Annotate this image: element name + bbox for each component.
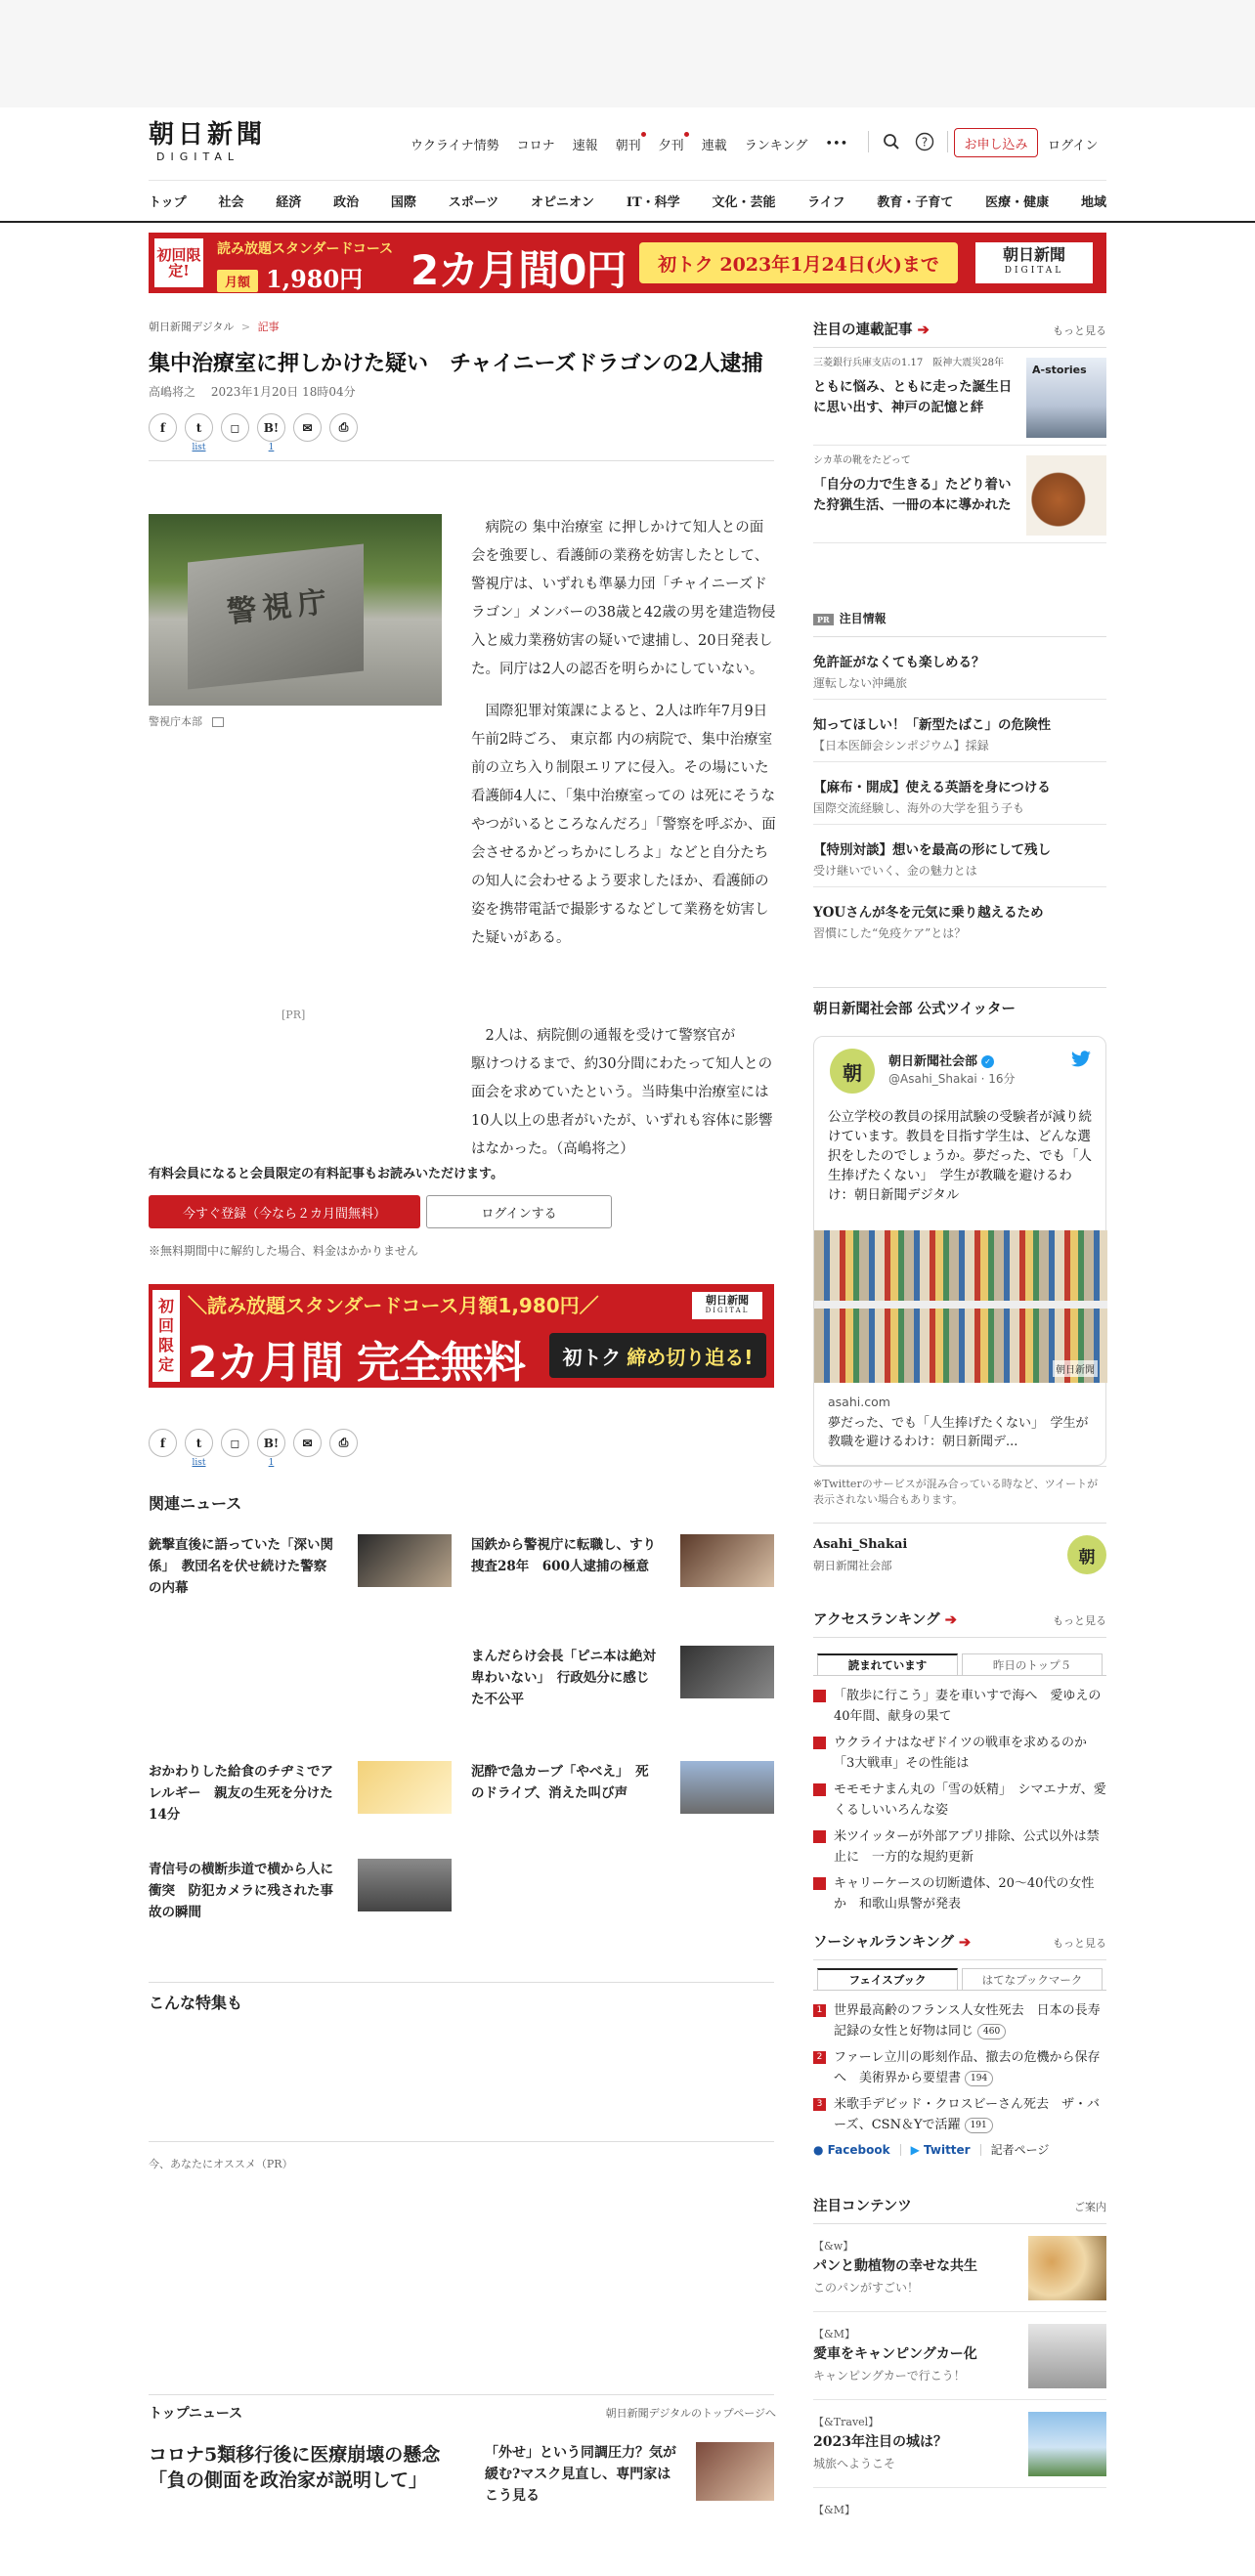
ranking-item[interactable] <box>813 2000 1106 2041</box>
tweet-author-name: 朝日新聞社会部 <box>888 1054 978 1069</box>
series-headline: ともに悩み、ともに走った誕生日に思い出す、神戸の記憶と絆 <box>813 379 1013 415</box>
series-more-link[interactable]: もっと見る <box>1053 324 1106 337</box>
twitter-note: ※Twitterのサービスが混み合っている時など、ツイートが表示されない場合もあります。 <box>813 1466 1106 1508</box>
site-logo[interactable] <box>149 121 276 170</box>
sidebar <box>813 319 1106 2516</box>
top-nav-item[interactable]: コロナ <box>516 139 555 153</box>
top-nav-item[interactable]: 速報 <box>572 139 598 153</box>
tab-most-read[interactable]: 読まれています <box>817 1653 958 1675</box>
pr-label: [PR] <box>281 1009 306 1021</box>
series-title-text: 注目の連載記事 <box>813 322 913 338</box>
article-paragraph: 病院の 集中治療室 に押しかけて知人との面会を強要し、看護師の業務を妨害したとして、警視庁は、いずれも準暴力団「チャイニーズドラゴン」メンバーの38歳と42歳の男を建造物侵入と威力業務妨害の疑いで逮捕し、20日発表した。同庁は2人の認否を明らかにしていない。 <box>471 520 776 677</box>
ranking-marker <box>813 1737 826 1749</box>
featured-content-guide-link[interactable]: ご案内 <box>1074 2201 1106 2213</box>
ranking-item[interactable] <box>813 1733 1106 1774</box>
article-paragraph: 国際犯罪対策課によると、2人は昨年7月9日午前2時ごろ、 東京都 内の病院で、集中治療室前の立ち入り制限エリアに侵入。その場にいた看護師4人に、「集中治療室っての は死にそうなやつがいるところなんだろ」「警察を呼ぶか、面会させるかどっちかにしろよ」などと自分たちの知人に会わせるよう要求したほか、看護師の姿を携帯電話で撮影するなどして業務を妨害した疑いがある。 <box>471 704 776 946</box>
access-ranking-title-text: アクセスランキング <box>813 1611 940 1628</box>
series-item[interactable] <box>813 446 1106 543</box>
ranking-headline: モモモナまん丸の「雪の妖精」 シマエナガ、愛くるしいいろんな姿 <box>834 1782 1106 1818</box>
pocket-share-icon[interactable]: ◻ <box>221 1429 249 1457</box>
related-news-item[interactable] <box>471 1534 774 1612</box>
related-news-item[interactable] <box>149 1534 452 1612</box>
nav-item-top[interactable]: トップ <box>149 195 187 210</box>
promo-first-time-badge: 初回限定! <box>154 238 203 287</box>
featured-info-item[interactable] <box>813 762 1106 825</box>
share-bar-bottom <box>149 1429 358 1468</box>
ranking-headline: 「散歩に行こう」妻を車いすで海へ 愛ゆえの40年間、献身の果て <box>834 1689 1102 1724</box>
series-item[interactable] <box>813 348 1106 446</box>
breadcrumb-home[interactable]: 朝日新聞デジタル <box>149 321 235 333</box>
featured-content-header <box>813 2195 1106 2224</box>
related-news-headline: 泥酔で急カーブ「やべえ」 死のドライブ、消えた叫び声 <box>471 1764 649 1801</box>
content-kicker: 【&Travel】 <box>813 2416 880 2428</box>
twitter-widget <box>813 987 1106 1572</box>
featured-info-headline: YOUさんが冬を元気に乗り越えるため <box>813 905 1044 921</box>
logo-main: 朝日新聞 <box>149 120 267 150</box>
nav-item-sports[interactable]: スポーツ <box>448 195 499 210</box>
divider <box>980 2144 981 2156</box>
related-news-headline: 国鉄から警視庁に転職し、すり捜査28年 600人逮捕の極意 <box>471 1537 656 1574</box>
share-bar <box>149 413 774 452</box>
top-nav-item[interactable]: 朝刊 <box>616 135 641 153</box>
featured-content <box>813 2195 1106 2576</box>
ranking-headline: 米ツイッターが外部アプリ排除、公式以外は禁止に 一方的な規約更新 <box>834 1829 1100 1865</box>
content-sub: このパンがすごい！ <box>813 2281 920 2295</box>
expand-image-icon[interactable] <box>212 717 224 727</box>
author[interactable]: 高嶋将之 <box>149 385 196 399</box>
featured-info-sub: 【日本医師会シンポジウム】採録 <box>813 739 989 752</box>
ranking-marker <box>813 1830 826 1843</box>
promo-deadline: 初トク 2023年1月24日(火)まで <box>639 242 958 283</box>
content-kicker: 【&w】 <box>813 2240 854 2253</box>
related-news-item[interactable] <box>471 1646 774 1724</box>
twitter-bird-icon[interactable] <box>1070 1051 1092 1068</box>
article-paragraph: 駆けつけるまで、約30分間にわたって知人との面会を求めていたという。当時集中治療室には10人以上の患者がいたが、いずれも容体に影響はなかった。（高嶋将之） <box>471 1056 773 1157</box>
related-news-headline: 銃撃直後に語っていた「深い関係」 教団名を伏せ続けた警察の内幕 <box>149 1537 333 1596</box>
top-news-main-headline[interactable]: コロナ5類移行後に医療崩壊の懸念「負の側面を政治家が説明して」 <box>149 2444 441 2491</box>
promo-logo-sub: DIGITAL <box>1004 266 1064 276</box>
help-icon[interactable] <box>914 131 935 152</box>
ranking-item[interactable] <box>813 1873 1106 1914</box>
promo-first-time-badge: 初回限定 <box>152 1290 180 1382</box>
arrow-right-icon: ➔ <box>959 1934 972 1951</box>
nav-item-economy[interactable]: 経済 <box>276 195 302 210</box>
promo-free-period: 2カ月間0円 <box>411 246 627 294</box>
twitter-icon: ▶ <box>910 2142 920 2157</box>
access-ranking-list <box>813 1686 1106 1914</box>
photo-caption <box>149 713 224 729</box>
ranking-headline: ウクライナはなぜドイツの戦車を求めるのか 「3大戦車」その性能は <box>834 1736 1100 1771</box>
nav-item-society[interactable]: 社会 <box>218 195 244 210</box>
promo-deadline-tag <box>549 1333 766 1378</box>
twitter-link-label: Twitter <box>924 2142 971 2157</box>
top-nav-item[interactable]: 夕刊 <box>659 135 684 153</box>
twitter-list-link[interactable]: list <box>192 1458 206 1468</box>
paywall <box>149 1163 774 1259</box>
related-news-title: 関連ニュース <box>149 1494 242 1513</box>
twitter-widget-title: 朝日新聞社会部 公式ツイッター <box>813 987 1106 1018</box>
social-ranking-title-text: ソーシャルランキング <box>813 1934 954 1951</box>
social-ranking-title[interactable] <box>813 1931 971 1952</box>
share-count-badge: 194 <box>965 2071 993 2086</box>
promo-course-label: 読み放題スタンダードコース <box>217 241 394 257</box>
print-icon[interactable]: ⎙ <box>329 1429 358 1457</box>
pr-badge: PR <box>813 614 834 625</box>
nav-item-education[interactable]: 教育・子育て <box>877 195 954 210</box>
ranking-number: 3 <box>813 2098 826 2111</box>
site-header <box>0 107 1255 223</box>
related-news-item[interactable] <box>149 1859 452 1937</box>
promo-banner-inline[interactable] <box>149 1284 774 1388</box>
ranking-marker <box>813 1783 826 1796</box>
nav-item-it-science[interactable]: IT・科学 <box>626 195 680 210</box>
verified-icon: ✓ <box>981 1055 994 1068</box>
mail-share-icon[interactable]: ✉ <box>293 1429 322 1457</box>
series-thumb-label: A-stories <box>1032 364 1087 376</box>
paywall-buttons <box>149 1195 774 1228</box>
top-nav <box>411 135 847 153</box>
tweet-image[interactable] <box>814 1230 1107 1383</box>
hatena-share-icon[interactable]: B! <box>257 1429 285 1457</box>
top-nav-item[interactable]: 連載 <box>701 139 727 153</box>
access-ranking-more-link[interactable]: もっと見る <box>1053 1614 1106 1627</box>
social-ranking-list <box>813 2000 1106 2135</box>
featured-info <box>813 602 1106 949</box>
divider <box>149 460 774 461</box>
ranking-headline: 世界最高齢のフランス人女性死去 日本の長寿記録の女性と好物は同じ <box>834 2003 1101 2039</box>
access-ranking-title[interactable] <box>813 1609 957 1629</box>
series-kicker: 三菱銀行兵庫支店の1.17 阪神大震災28年 <box>813 358 1004 368</box>
content-thumbnail <box>1028 2236 1106 2300</box>
social-ranking-tabs <box>813 1968 1106 1991</box>
featured-info-sub: 習慣にした“免疫ケア”とは？ <box>813 926 967 940</box>
content-thumbnail <box>1028 2324 1106 2388</box>
tweet-link-title[interactable]: 夢だった、でも「人生捧げたくない」 学生が教職を避けるわけ：朝日新聞デ... <box>828 1416 1089 1449</box>
related-news <box>149 1491 774 1920</box>
share-count-badge: 460 <box>977 2024 1006 2039</box>
tab-yesterday-top5[interactable]: 昨日のトップ５ <box>962 1653 1103 1675</box>
twitter-link[interactable] <box>911 2143 971 2157</box>
tweet-card[interactable] <box>813 1036 1106 1466</box>
mail-share-icon[interactable]: ✉ <box>293 413 322 442</box>
content-headline: 愛車をキャンピングカー化 <box>813 2346 977 2362</box>
twitter-share-icon[interactable]: t <box>185 1429 213 1457</box>
photo-sign-text: 警視庁 <box>225 584 334 630</box>
divider <box>900 2144 901 2156</box>
social-ranking-header <box>813 1931 1106 1960</box>
content-kicker: 【&M】 <box>813 2328 856 2340</box>
top-news-more-link[interactable]: 朝日新聞デジタルのトップページへ <box>605 2407 776 2420</box>
tab-hatena[interactable]: はてなブックマーク <box>962 1968 1103 1990</box>
promo-logo-sub: DIGITAL <box>705 1307 750 1314</box>
tweet-handle[interactable]: @Asahi_Shakai · 16分 <box>888 1072 1016 1086</box>
related-news-thumbnail <box>680 1646 774 1698</box>
related-news-headline: 青信号の横断歩道で横から人に衝突 防犯カメラに残された事故の瞬間 <box>149 1862 333 1920</box>
featured-content-title: 注目コンテンツ <box>813 2198 912 2214</box>
related-news-headline: まんだらけ会長「ピニ本は絶対卑わいない」 行政処分に感じた不公平 <box>471 1649 656 1707</box>
svg-text:?: ? <box>921 135 929 150</box>
promo-logo-main: 朝日新聞 <box>706 1294 749 1307</box>
register-button[interactable]: 今すぐ登録（今なら２カ月間無料） <box>149 1195 420 1228</box>
content-sub: 城旅へようこそ <box>813 2457 896 2470</box>
nav-item-politics[interactable]: 政治 <box>333 195 360 210</box>
series-thumbnail <box>1026 358 1106 438</box>
breadcrumb <box>149 319 774 334</box>
promo-price <box>217 260 363 294</box>
content-thumbnail <box>1028 2412 1106 2476</box>
main-nav <box>149 192 1106 210</box>
series-thumbnail <box>1026 455 1106 536</box>
series-title[interactable] <box>813 319 930 339</box>
twitter-account-sub: 朝日新聞社会部 <box>813 1559 892 1572</box>
access-ranking <box>813 1609 1106 1920</box>
nav-item-international[interactable]: 国際 <box>390 195 416 210</box>
subscribe-button[interactable]: お申し込み <box>954 128 1038 157</box>
promo-logo <box>975 242 1093 283</box>
article <box>149 319 776 2504</box>
top-nav-item[interactable]: ウクライナ情勢 <box>411 139 499 153</box>
breadcrumb-separator: > <box>240 321 251 333</box>
facebook-share-icon[interactable]: f <box>149 1429 177 1457</box>
article-paragraph-last <box>149 1022 774 1164</box>
publish-date: 2023年1月20日 18時04分 <box>210 385 356 399</box>
ranking-headline: 米歌手デビッド・クロスビーさん死去 ザ・バーズ、CSN＆Yで活躍 <box>834 2097 1100 2132</box>
twitter-account[interactable] <box>813 1523 1106 1581</box>
top-news-side-headline[interactable]: 「外せ」という同調圧力？気が緩む?マスク見直し、専門家はこう見る <box>485 2445 676 2504</box>
featured-info-title: 注目情報 <box>839 612 887 625</box>
arrow-right-icon: ➔ <box>917 322 930 338</box>
reporter-page-link[interactable]: 記者ページ <box>990 2143 1050 2157</box>
top-ad-space <box>0 0 1255 107</box>
ranking-item[interactable] <box>813 2094 1106 2135</box>
related-news-item[interactable] <box>471 1761 774 1839</box>
content-headline: 2023年注目の城は？ <box>813 2434 947 2450</box>
login-link[interactable]: ログイン <box>1048 139 1099 153</box>
tweet-image-caption: 朝日新聞 <box>1053 1360 1098 1377</box>
ranking-item[interactable] <box>813 1686 1106 1727</box>
ranking-number: 1 <box>813 2004 826 2017</box>
promo-banner-top[interactable] <box>149 233 1106 293</box>
featured-info-sub: 受け継いでいく、金の魅力とは <box>813 864 977 878</box>
featured-info-header <box>813 602 1106 637</box>
promo-price-value: 1,980円 <box>266 265 364 293</box>
article-body <box>471 514 776 966</box>
promo-monthly-label: 月額 <box>217 270 258 292</box>
featured-info-headline: 【麻布・開成】使える英語を身につける <box>813 780 1051 795</box>
featured-info-item[interactable] <box>813 637 1106 700</box>
divider <box>149 180 1106 181</box>
article-paragraph: 2人は、病院側の通報を受けて警察官が <box>485 1028 736 1044</box>
twitter-account-name[interactable]: Asahi_Shakai <box>813 1537 908 1552</box>
print-icon[interactable]: ⎙ <box>329 413 358 442</box>
promo-course-price: ＼読み放題スタンダードコース月額1,980円／ <box>188 1294 599 1317</box>
logo-sub: DIGITAL <box>156 150 240 163</box>
paywall-note: ※無料期間中に解約した場合、料金はかかりません <box>149 1244 419 1258</box>
avatar[interactable]: 朝 <box>1067 1535 1106 1574</box>
content-item[interactable] <box>813 2224 1106 2312</box>
featured-info-headline: 【特別対談】想いを最高の形にして残し <box>813 842 1051 858</box>
ranking-number: 2 <box>813 2051 826 2064</box>
featured-info-item[interactable] <box>813 700 1106 762</box>
top-nav-item[interactable]: ランキング <box>744 139 808 153</box>
nav-item-region[interactable]: 地域 <box>1080 195 1106 210</box>
series-headline: 「自分の力で生きる」たどり着いた狩猟生活、一冊の本に導かれた <box>813 477 1012 513</box>
special-features <box>149 1982 774 2021</box>
content-headline: パンと動植物の幸せな共生 <box>813 2258 977 2274</box>
access-ranking-tabs <box>813 1653 1106 1676</box>
content-item[interactable] <box>813 2400 1106 2488</box>
related-news-item[interactable] <box>149 1761 452 1839</box>
tweet-text: 公立学校の教員の採用試験の受験者が減り続けています。教員を目指す学生は、どんな選択をしたのでしょうか。夢だった、でも「人生捧げたくない」 学生が教職を避けるわけ：朝日新聞デジタル <box>828 1109 1092 1203</box>
article-photo[interactable] <box>149 514 442 706</box>
related-news-thumbnail <box>358 1859 452 1911</box>
social-ranking <box>813 1931 1106 2158</box>
facebook-share-icon[interactable]: f <box>149 413 177 442</box>
arrow-right-icon: ➔ <box>944 1611 957 1628</box>
nav-item-health[interactable]: 医療・健康 <box>985 195 1050 210</box>
hatena-count[interactable]: 1 <box>268 443 275 452</box>
ranking-item[interactable] <box>813 2047 1106 2088</box>
access-ranking-header <box>813 1609 1106 1638</box>
social-ranking-more-link[interactable]: もっと見る <box>1053 1937 1106 1950</box>
header-icons <box>868 131 948 152</box>
ranking-item[interactable] <box>813 1826 1106 1868</box>
related-news-thumbnail <box>358 1534 452 1587</box>
more-menu-icon[interactable]: ••• <box>825 137 848 151</box>
nav-item-opinion[interactable]: オピニオン <box>531 195 595 210</box>
featured-info-headline: 免許証がなくても楽しめる？ <box>813 655 985 670</box>
content-sub: キャンピングカーで行こう！ <box>813 2369 966 2383</box>
content-item[interactable] <box>813 2488 1106 2576</box>
facebook-link-label: Facebook <box>827 2142 890 2157</box>
ranking-marker <box>813 1690 826 1702</box>
top-news-title: トップニュース <box>149 2406 243 2422</box>
content-kicker: 【&M】 <box>813 2504 856 2516</box>
tweet-link-domain[interactable]: asahi.com <box>828 1395 890 1409</box>
ranking-headline: ファーレ立川の彫刻作品、撤去の危機から保存へ 美術界から要望書 <box>834 2050 1101 2085</box>
top-news-thumbnail[interactable] <box>696 2442 774 2501</box>
tab-facebook[interactable]: フェイスブック <box>817 1968 958 1990</box>
login-button[interactable]: ログインする <box>426 1195 612 1228</box>
related-news-headline: おかわりした給食のチヂミでアレルギー 親友の生死を分けた14分 <box>149 1764 333 1823</box>
facebook-icon: ● <box>813 2142 824 2157</box>
share-count-badge: 191 <box>965 2118 993 2133</box>
divider <box>868 131 869 152</box>
nav-item-culture[interactable]: 文化・芸能 <box>712 195 776 210</box>
content-item[interactable] <box>813 2312 1106 2400</box>
related-news-thumbnail <box>680 1761 774 1814</box>
ranking-item[interactable] <box>813 1780 1106 1821</box>
photo-caption-text: 警視庁本部 <box>149 715 202 728</box>
search-icon[interactable] <box>881 131 902 152</box>
byline <box>149 383 774 400</box>
hatena-count[interactable]: 1 <box>268 1458 275 1468</box>
promo-free-period: 2カ月間 完全無料 <box>188 1338 525 1388</box>
pocket-share-icon[interactable]: ◻ <box>221 413 249 442</box>
featured-info-headline: 知ってほしい！「新型たばこ」の危険性 <box>813 717 1051 733</box>
twitter-list-link[interactable]: list <box>192 443 206 452</box>
promo-tag-text: 締め切り迫る! <box>627 1345 754 1369</box>
special-features-title: こんな特集も <box>149 1994 243 2012</box>
nav-item-life[interactable]: ライフ <box>807 195 845 210</box>
featured-info-item[interactable] <box>813 887 1106 949</box>
promo-logo-main: 朝日新聞 <box>1002 245 1065 264</box>
featured-info-item[interactable] <box>813 825 1106 887</box>
hatena-share-icon[interactable]: B! <box>257 413 285 442</box>
divider <box>947 131 948 152</box>
avatar[interactable]: 朝 <box>830 1049 875 1094</box>
promo-tag-label: 初トク <box>562 1345 622 1369</box>
series-header <box>813 319 1106 348</box>
tweet-author[interactable] <box>888 1051 994 1069</box>
series-kicker: シカ革の靴をたどって <box>813 455 911 466</box>
ranking-marker <box>813 1877 826 1890</box>
featured-info-sub: 国際交流経験し、海外の大学を狙う子も <box>813 801 1025 815</box>
article-headline: 集中治療室に押しかけた疑い チャイニーズドラゴンの2人逮捕 <box>149 351 763 376</box>
social-links <box>813 2141 1106 2158</box>
paywall-title: 有料会員になると会員限定の有料記事もお読みいただけます。 <box>149 1167 503 1181</box>
top-news <box>149 2394 776 2504</box>
recommended-pr: 今、あなたにオススメ（PR） <box>149 2141 774 2171</box>
bookshelf <box>814 1301 1107 1309</box>
related-news-thumbnail <box>680 1534 774 1587</box>
promo-logo <box>692 1292 762 1319</box>
facebook-link[interactable] <box>813 2143 890 2157</box>
twitter-share-icon[interactable]: t <box>185 413 213 442</box>
related-news-thumbnail <box>358 1761 452 1814</box>
ranking-headline: キャリーケースの切断遺体、20～40代の女性か 和歌山県警が発表 <box>834 1876 1095 1911</box>
featured-info-sub: 運転しない沖縄旅 <box>813 676 908 690</box>
breadcrumb-current[interactable]: 記事 <box>257 321 280 333</box>
